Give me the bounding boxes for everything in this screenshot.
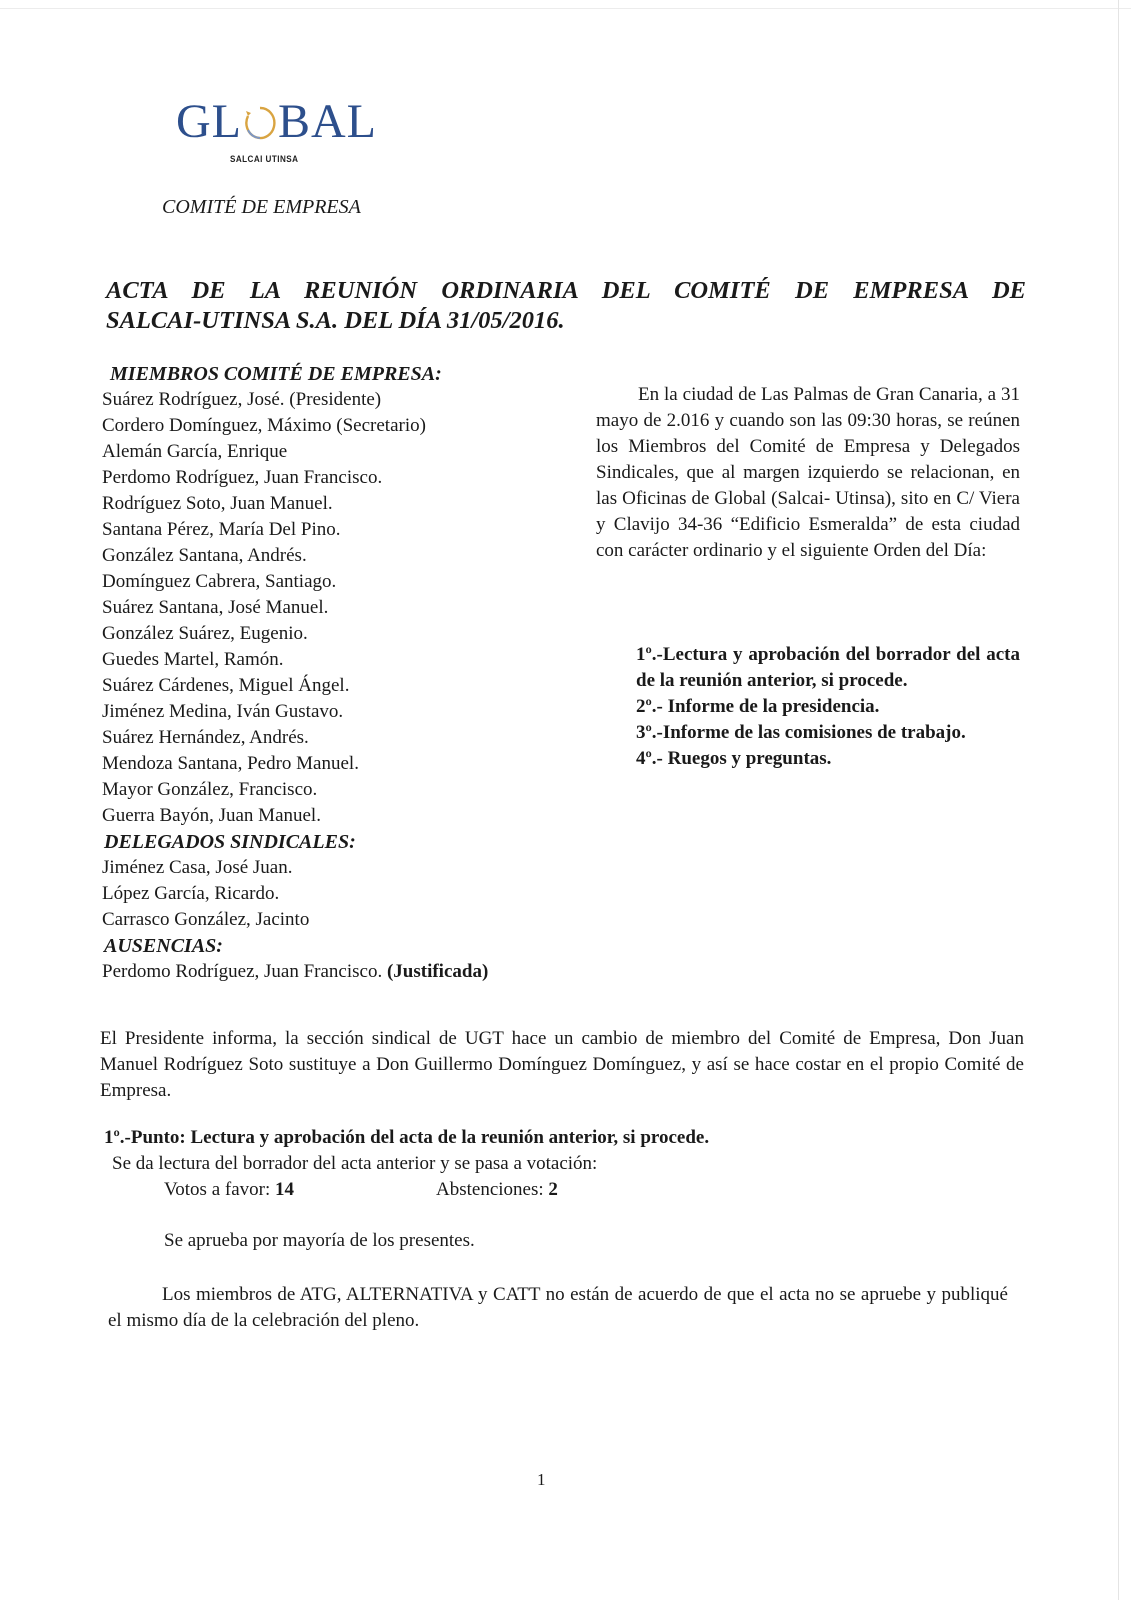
delegate-item: López García, Ricardo. [102,883,280,904]
page-number: 1 [537,1470,546,1489]
member-item: Suárez Cárdenes, Miguel Ángel. [102,675,350,696]
agenda-item: 2º.- Informe de la presidencia. [636,696,880,717]
logo-wordmark [176,95,377,148]
member-item: Suárez Rodríguez, José. (Presidente) [102,389,382,410]
delegate-item: Carrasco González, Jacinto [102,909,310,930]
disagreement-paragraph: Los miembros de ATG, ALTERNATIVA y CATT no están de acuerdo de que el acta no se apruebe y publiqué el mismo día de la celebración del pleno. [108,1284,1008,1331]
president-paragraph: El Presidente informa, la sección sindical de UGT hace un cambio de miembro del Comité de Empresa, Don Juan Manuel Rodríguez Soto sustituye a Don Guillermo Domínguez Domínguez, y así se hace costar en el propio Comité de Empresa. [100,1028,1024,1101]
attendance-list [102,361,572,985]
reading-statement: Se da lectura del borrador del acta anterior y se pasa a votación: [112,1153,598,1174]
votes-in-favor [164,1179,294,1201]
delegates-heading: DELEGADOS SINDICALES: [104,831,356,853]
votes-label: Votos a favor: [164,1179,275,1200]
member-item: Cordero Domínguez, Máximo (Secretario) [102,415,426,436]
agenda-item: 3º.-Informe de las comisiones de trabajo. [636,722,966,743]
abstentions-label: Abstenciones: [436,1179,549,1200]
member-item: González Santana, Andrés. [102,545,307,566]
abstentions-value: 2 [548,1179,558,1200]
scan-right-edge [1118,0,1119,1600]
approval-statement: Se aprueba por mayoría de los presentes. [164,1230,475,1251]
members-heading: MIEMBROS COMITÉ DE EMPRESA: [110,363,442,385]
member-item: Guedes Martel, Ramón. [102,649,284,670]
intro-paragraph: En la ciudad de Las Palmas de Gran Canaria, a 31 mayo de 2.016 y cuando son las 09:30 horas, se reúnen los Miembros del Comité de Empresa y Delegados Sindicales, que al margen izquierdo se relacionan, en las Oficinas de Global (Salcai- Utinsa), sito en C/ Viera y Clavijo 34-36 “Edificio Esmeralda” de esta ciudad con carácter ordinario y el siguiente Orden del Día: [596,384,1020,561]
agenda-item: 1º.-Lectura y aprobación del borrador del acta de la reunión anterior, si procede. [636,644,1020,691]
abstentions [436,1179,558,1201]
point-1-heading: 1º.-Punto: Lectura y aprobación del acta de la reunión anterior, si procede. [104,1127,710,1148]
logo-subtitle: SALCAI UTINSA [230,154,299,164]
logo-word-right: BAL [277,95,377,148]
member-item: Mendoza Santana, Pedro Manuel. [102,753,359,774]
scan-top-edge [0,8,1131,9]
member-item: Suárez Santana, José Manuel. [102,597,329,618]
member-item: Perdomo Rodríguez, Juan Francisco. [102,467,383,488]
absence-item [102,959,572,985]
committee-heading: COMITÉ DE EMPRESA [162,196,361,218]
member-item: Suárez Hernández, Andrés. [102,727,309,748]
meeting-intro [596,382,1020,564]
logo-ring-icon [243,105,277,141]
member-item: González Suárez, Eugenio. [102,623,308,644]
member-item: Alemán García, Enrique [102,441,288,462]
title-line-1: ACTA DE LA REUNIÓN ORDINARIA DEL COMITÉ DE EMPRESA DE [106,277,1026,304]
agenda-list [636,642,1020,772]
global-logo [176,95,377,168]
document-title [106,276,1026,336]
absence-note: (Justificada) [386,961,489,982]
agenda-item: 4º.- Ruegos y preguntas. [636,748,832,769]
logo-word-left: GL [176,95,242,148]
member-item: Rodríguez Soto, Juan Manuel. [102,493,333,514]
member-item: Domínguez Cabrera, Santiago. [102,571,337,592]
absence-name: Perdomo Rodríguez, Juan Francisco. [102,961,383,982]
member-item: Mayor González, Francisco. [102,779,318,800]
member-item: Guerra Bayón, Juan Manuel. [102,805,321,826]
delegate-item: Jiménez Casa, José Juan. [102,857,293,878]
votes-value: 14 [275,1179,294,1200]
title-line-2: SALCAI-UTINSA S.A. DEL DÍA 31/05/2016. [106,307,565,334]
absences-heading: AUSENCIAS: [104,935,223,957]
member-item: Santana Pérez, María Del Pino. [102,519,341,540]
member-item: Jiménez Medina, Iván Gustavo. [102,701,344,722]
